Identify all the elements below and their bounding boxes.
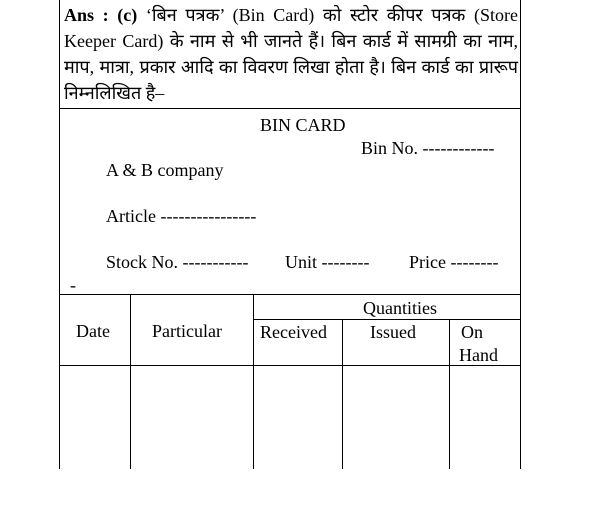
column-header-issued: Issued [370, 322, 416, 342]
column-divider [342, 319, 343, 469]
unit-field: Unit -------- [285, 252, 370, 272]
stock-no-field: Stock No. ----------- [106, 252, 249, 272]
column-divider [449, 319, 450, 469]
quantities-divider [253, 319, 521, 320]
column-header-particular: Particular [152, 321, 222, 341]
bin-no-field: Bin No. ------------ [361, 138, 495, 158]
price-field: Price -------- [409, 252, 499, 272]
bin-card-title: BIN CARD [260, 115, 346, 135]
answer-paragraph [64, 2, 518, 106]
price-field-wrap: - [70, 275, 76, 295]
header-bottom-border [59, 365, 521, 366]
column-divider [130, 294, 131, 469]
column-divider [253, 294, 254, 469]
group-header-quantities: Quantities [363, 298, 437, 318]
table-top-border [59, 294, 521, 295]
column-header-received: Received [260, 322, 327, 342]
answer-body: ‘बिन पत्रक’ (Bin Card) को स्टोर कीपर पत्रक (Store Keeper Card) के नाम से भी जानते हैं। बिन कार्ड में सामग्री का नाम, माप, मात्रा, प्रकार आदि का विवरण लिखा होता है। बिन कार्ड का प्रारूप निम्नलिखित है– [64, 5, 518, 103]
article-field: Article ---------------- [106, 206, 257, 226]
column-header-on-hand-line2: Hand [459, 345, 498, 365]
answer-prefix: Ans : (c) [64, 5, 138, 25]
column-header-date: Date [76, 321, 110, 341]
column-header-on-hand-line1: On [461, 322, 483, 342]
company-name: A & B company [106, 160, 224, 180]
